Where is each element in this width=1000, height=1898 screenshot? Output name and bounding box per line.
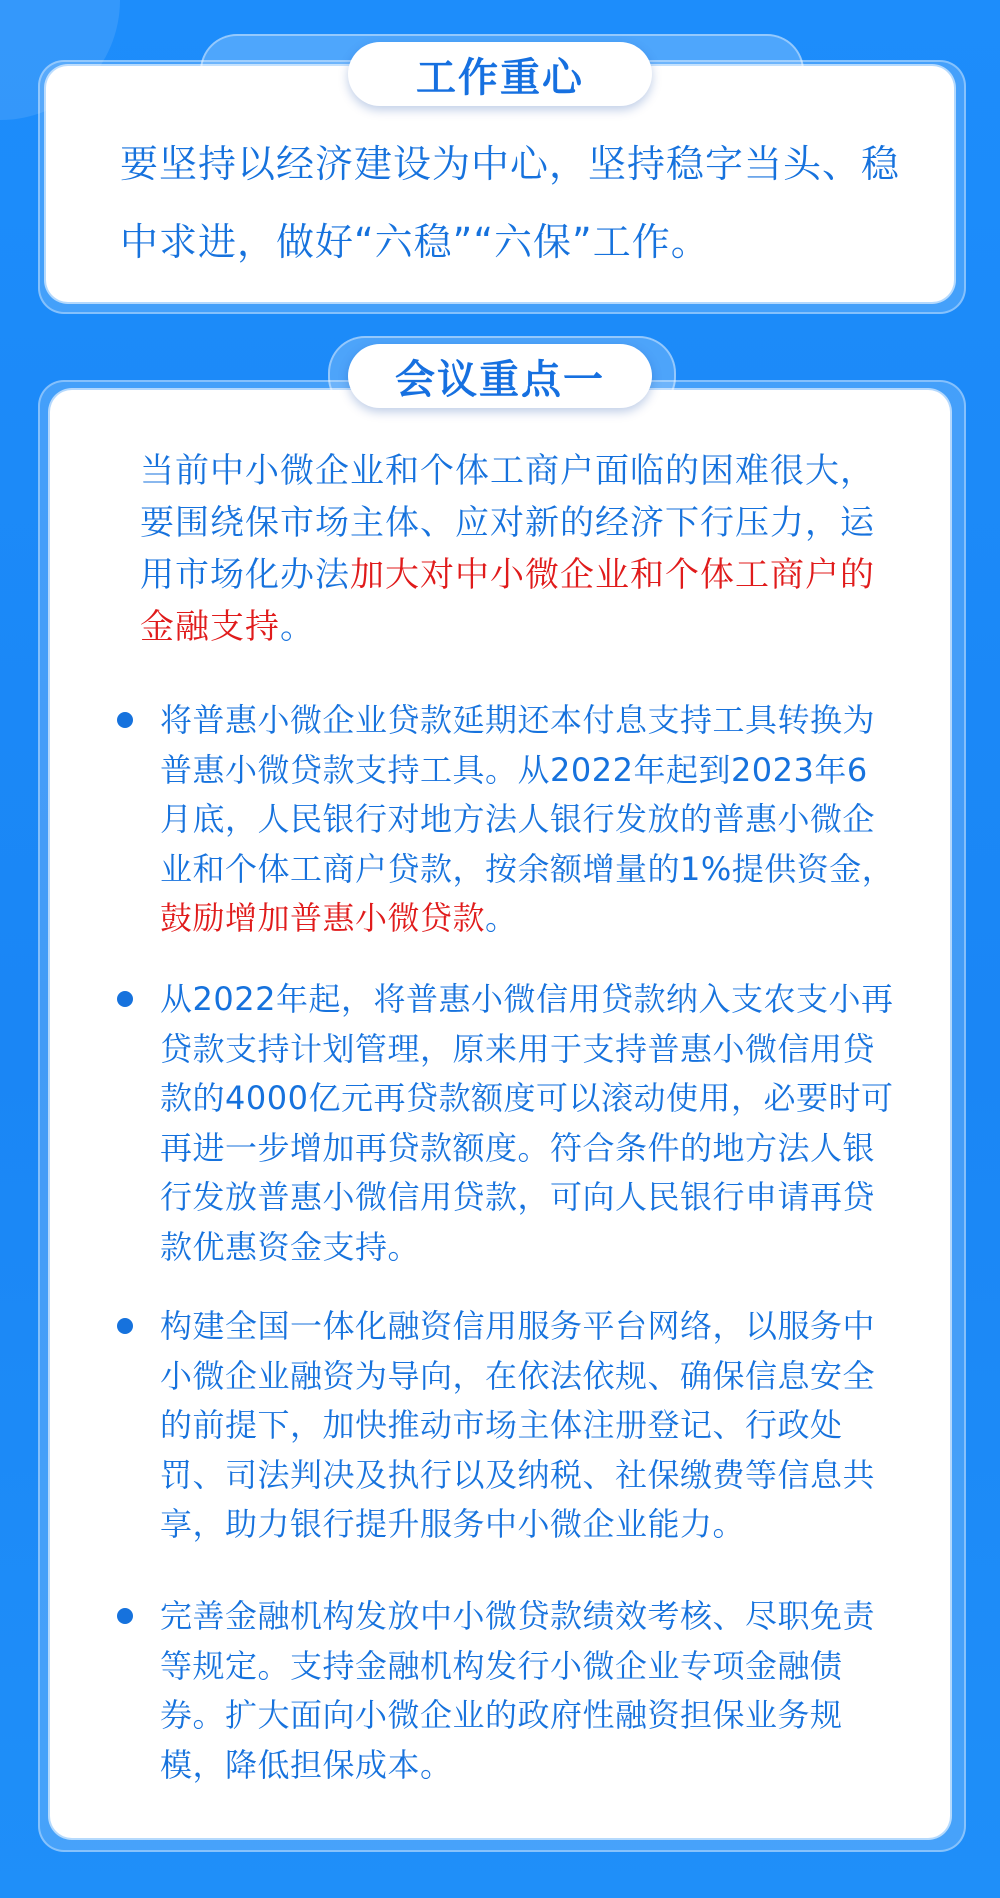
meeting-intro bbox=[140, 445, 880, 653]
list-item-text bbox=[160, 1302, 895, 1550]
bullet-dot-icon bbox=[117, 991, 133, 1007]
list-item-text bbox=[160, 696, 895, 944]
intro-highlight: 加大对中小微企业和个体工商户的金融支持 bbox=[140, 555, 875, 647]
list-item-text bbox=[160, 1592, 895, 1790]
list-item-plain: 从2022年起，将普惠小微信用贷款纳入支农支小再贷款支持计划管理，原来用于支持普惠小微信用贷款的4000亿元再贷款额度可以滚动使用，必要时可再进一步增加再贷款额度。符合条件的地方法人银行发放普惠小微信用贷款，可向人民银行申请再贷款优惠资金支持。 bbox=[160, 980, 894, 1266]
list-item-plain: 构建全国一体化融资信用服务平台网络，以服务中小微企业融资为导向，在依法依规、确保信息安全的前提下，加快推动市场主体注册登记、行政处罚、司法判决及执行以及纳税、社保缴费等信息共享，助力银行提升服务中小微企业能力。 bbox=[160, 1307, 876, 1543]
bullet-dot-icon bbox=[117, 1318, 133, 1334]
focus-heading: 工作重心 bbox=[348, 42, 652, 106]
focus-text: 要坚持以经济建设为中心，坚持稳字当头、稳中求进，做好“六稳”“六保”工作。 bbox=[120, 142, 901, 264]
list-item-end: 。 bbox=[485, 899, 518, 937]
bullet-dot-icon bbox=[117, 1608, 133, 1624]
list-item-text bbox=[160, 975, 895, 1272]
list-item-plain: 完善金融机构发放中小微贷款绩效考核、尽职免责等规定。支持金融机构发行小微企业专项金融债券。扩大面向小微企业的政府性融资担保业务规模，降低担保成本。 bbox=[160, 1597, 876, 1784]
list-item-plain: 将普惠小微企业贷款延期还本付息支持工具转换为普惠小微贷款支持工具。从2022年起到2023年6月底，人民银行对地方法人银行发放的普惠小微企业和个体工商户贷款，按余额增量的1%提供资金， bbox=[160, 701, 895, 888]
meeting-heading: 会议重点一 bbox=[348, 344, 652, 408]
bullet-dot-icon bbox=[117, 712, 133, 728]
intro-end: 。 bbox=[280, 607, 315, 647]
list-item-highlight: 鼓励增加普惠小微贷款 bbox=[160, 899, 486, 937]
intro-text: 当前中小微企业和个体工商户面临的困难很大，要围绕保市场主体、应对新的经济下行压力，运用市场化办法 bbox=[140, 451, 875, 595]
